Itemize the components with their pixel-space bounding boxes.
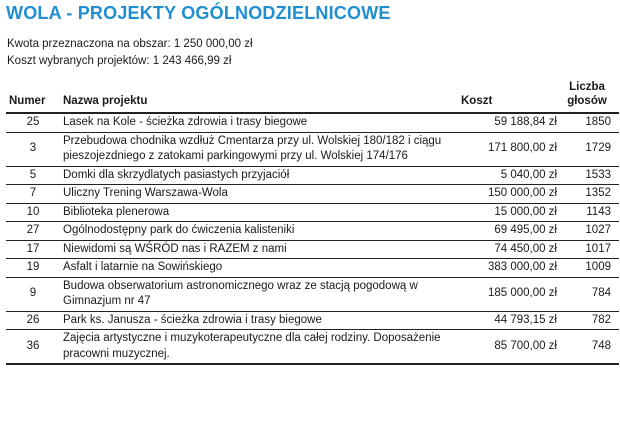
cell-votes: 1352: [560, 185, 619, 204]
cell-number: 7: [6, 185, 60, 204]
table-row: [6, 113, 619, 132]
cell-cost: 185 000,00 zł: [458, 277, 560, 311]
cell-number: 5: [6, 166, 60, 185]
budget-summary: [7, 36, 253, 70]
cell-cost: 171 800,00 zł: [458, 132, 560, 166]
cell-name: Asfalt i latarnie na Sowińskiego: [60, 259, 458, 278]
allocated-amount: Kwota przeznaczona na obszar: 1 250 000,00 zł: [7, 38, 253, 50]
cell-votes: 782: [560, 311, 619, 330]
cell-votes: 1027: [560, 222, 619, 241]
cell-name: Przebudowa chodnika wzdłuż Cmentarza przy ul. Wolskiej 180/182 i ciągu pieszojezdniego z zatokami parkingowymi przy ul. Wolskiej 174/176: [60, 132, 458, 166]
cell-cost: 44 793,15 zł: [458, 311, 560, 330]
table-row: [6, 330, 619, 365]
cell-cost: 383 000,00 zł: [458, 259, 560, 278]
cell-name: Uliczny Trening Warszawa-Wola: [60, 185, 458, 204]
cell-votes: 1533: [560, 166, 619, 185]
table-row: [6, 277, 619, 311]
cell-name: Park ks. Janusza - ścieżka zdrowia i trasy biegowe: [60, 311, 458, 330]
page-title: WOLA - PROJEKTY OGÓLNODZIELNICOWE: [6, 3, 391, 23]
cell-votes: 1729: [560, 132, 619, 166]
cell-cost: 150 000,00 zł: [458, 185, 560, 204]
cell-number: 10: [6, 203, 60, 222]
table-row: [6, 132, 619, 166]
cell-name: Ogólnodostępny park do ćwiczenia kalisteniki: [60, 222, 458, 241]
cell-cost: 59 188,84 zł: [458, 113, 560, 132]
cell-number: 17: [6, 240, 60, 259]
column-header-votes: Liczba głosów: [560, 80, 619, 113]
cell-cost: 85 700,00 zł: [458, 330, 560, 365]
cell-cost: 69 495,00 zł: [458, 222, 560, 241]
cell-cost: 5 040,00 zł: [458, 166, 560, 185]
table-row: [6, 203, 619, 222]
cell-name: Zajęcia artystyczne i muzykoterapeutyczne dla całej rodziny. Doposażenie pracowni muzycznej.: [60, 330, 458, 365]
cell-number: 3: [6, 132, 60, 166]
cell-votes: 1143: [560, 203, 619, 222]
column-header-name: Nazwa projektu: [60, 80, 458, 113]
table-row: [6, 222, 619, 241]
cell-number: 36: [6, 330, 60, 365]
cell-votes: 1017: [560, 240, 619, 259]
cell-votes: 1009: [560, 259, 619, 278]
column-header-cost: Koszt: [458, 80, 560, 113]
cell-name: Niewidomi są WŚRÓD nas i RAZEM z nami: [60, 240, 458, 259]
table-row: [6, 166, 619, 185]
cell-name: Biblioteka plenerowa: [60, 203, 458, 222]
table-row: [6, 185, 619, 204]
cell-cost: 15 000,00 zł: [458, 203, 560, 222]
cell-number: 27: [6, 222, 60, 241]
cell-number: 26: [6, 311, 60, 330]
table-row: [6, 311, 619, 330]
cell-name: Budowa obserwatorium astronomicznego wraz ze stacją pogodową w Gimnazjum nr 47: [60, 277, 458, 311]
cell-votes: 784: [560, 277, 619, 311]
cell-votes: 748: [560, 330, 619, 365]
cell-number: 9: [6, 277, 60, 311]
column-header-number: Numer: [6, 80, 60, 113]
table-row: [6, 259, 619, 278]
cell-name: Domki dla skrzydlatych pasiastych przyjaciół: [60, 166, 458, 185]
cell-cost: 74 450,00 zł: [458, 240, 560, 259]
projects-table: [6, 80, 619, 365]
cell-name: Lasek na Kole - ścieżka zdrowia i trasy biegowe: [60, 113, 458, 132]
cell-number: 19: [6, 259, 60, 278]
cell-number: 25: [6, 113, 60, 132]
table-header-row: [6, 80, 619, 113]
cell-votes: 1850: [560, 113, 619, 132]
table-row: [6, 240, 619, 259]
selected-cost: Koszt wybranych projektów: 1 243 466,99 zł: [7, 55, 232, 67]
